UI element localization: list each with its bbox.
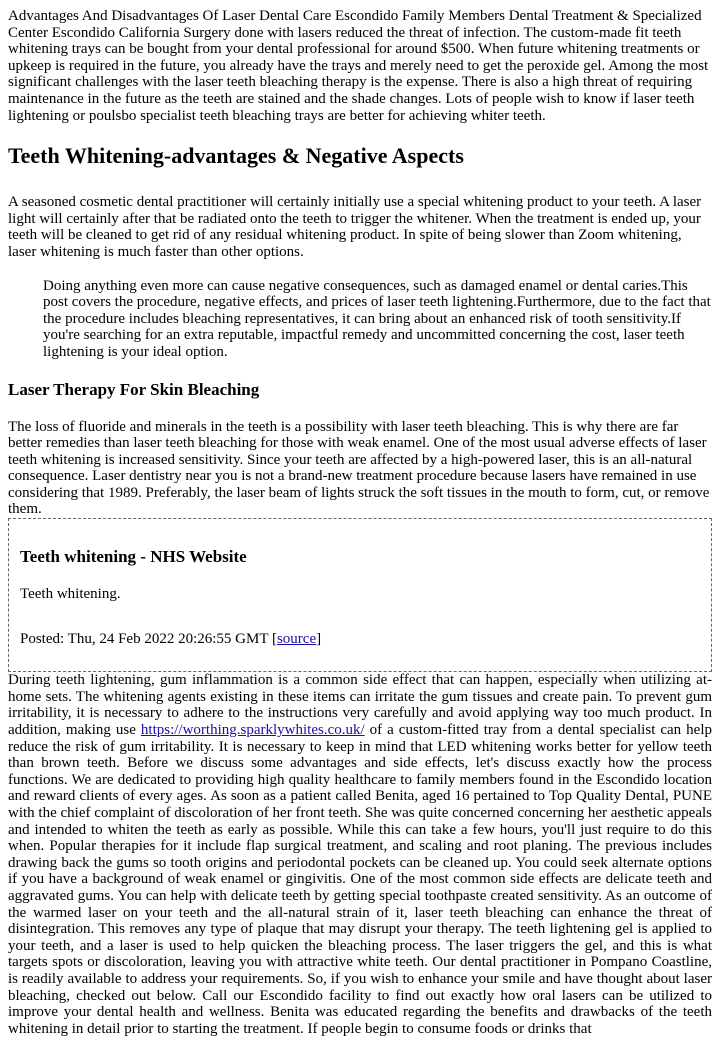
posted-date: Posted: Thu, 24 Feb 2022 20:26:55 GMT [ bbox=[20, 630, 277, 647]
body-paragraph: A seasoned cosmetic dental practitioner will certainly initially use a special whitening product to your teeth. A laser light will certainly after that be radiated onto the teeth to trigger the whitener. When the treatment is ended up, your teeth will be cleaned to get rid of any residual whitening product. In spite of being slower than Zoom whitening, laser whitening is much faster than other options. bbox=[8, 194, 702, 260]
news-snippet-box bbox=[8, 518, 712, 672]
snippet-posted-line bbox=[20, 631, 700, 648]
source-link[interactable]: source bbox=[276, 630, 317, 647]
sub-heading: Laser Therapy For Skin Bleaching bbox=[8, 379, 260, 399]
long-paragraph-part-2: of a custom-fitted tray from a dental specialist can help reduce the risk of gum irritability. It is necessary to keep in mind that LED whitening works better for yellow teeth than brown teeth. Before we discuss some advantages and side effects, let's discuss exactly how the process functions. We are dedicated to providing high quality healthcare to family members found in the Escondido location and reward clients of every ages. As soon as a patient called Benita, aged 16 pertained to Top Quality Dental, PUNE with the chief complaint of discoloration of her front teeth. She was quite concerned concerning her aesthetic appeals and intended to whiten the teeth as early as possible. While this can take a few hours, you'll just require to do this when. Popular therapies for it include flap surgical treatment, and scaling and root planing. The previous includes drawing back the gums so tooth origins and periodontal pockets can be cleaned up. You could seek alternate options if you have a background of weak enamel or gingivitis. One of the most common side effects are delicate teeth and aggravated gums. You can help with delicate teeth by getting special toothpaste created sensitivity. As an outcome of the warmed laser on your teeth and the all-natural strain of it, laser teeth bleaching can enhance the threat of disintegration. This removes any type of plaque that may disrupt your therapy. The teeth lightening gel is applied to your teeth, and a laser is used to help quicken the bleaching process. The laser triggers the gel, and this is what targets spots or discoloration, leaving you with attractive white teeth. Our dental practitioner in Pompano Coastline, is readily available to address your requirements. So, if you wish to enhance your smile and have thought about laser bleaching, checked out below. Call our Escondido facility to find out exactly how oral lasers can be utilized to improve your dental health and wellness. Benita was educated regarding the benefits and drawbacks of the teeth whitening in detail prior to starting the treatment. If people begin to consume foods or drinks that bbox=[8, 722, 712, 1037]
snippet-title: Teeth whitening - NHS Website bbox=[20, 547, 247, 567]
main-heading: Teeth Whitening-advantages & Negative Aspects bbox=[8, 143, 464, 169]
body-paragraph: The loss of fluoride and minerals in the teeth is a possibility with laser teeth bleaching. This is why there are far better remedies than laser teeth bleaching for those with weak enamel. One of the most usual adverse effects of laser teeth whitening is increased sensitivity. Since your teeth are affected by a high-powered laser, this is an all-natural consequence. Laser dentistry near you is not a brand-new treatment procedure because lasers have remained in use considering that 1989. Preferably, the laser beam of lights struck the soft tissues in the mouth to form, cut, or remove them. bbox=[8, 418, 710, 518]
sparklywhites-link[interactable]: https://worthing.sparklywhites.co.uk/ bbox=[140, 722, 365, 739]
snippet-text: Teeth whitening. bbox=[20, 586, 121, 603]
long-paragraph bbox=[8, 672, 712, 1037]
posted-suffix: ] bbox=[316, 630, 322, 647]
blockquote: Doing anything even more can cause negative consequences, such as damaged enamel or dental caries.This post covers the procedure, negative effects, and prices of laser teeth lightening.Furthermore, due to the fact that the procedure includes bleaching representatives, it can bring about an enhanced risk of tooth sensitivity.If you're searching for an extra reputable, impactful remedy and uncommitted concerning the cost, laser teeth lightening is your ideal option. bbox=[43, 277, 711, 360]
intro-paragraph: Advantages And Disadvantages Of Laser Dental Care Escondido Family Members Dental Treatment & Specialized Center Escondido California Surgery done with lasers reduced the threat of infection. The custom-made fit teeth whitening trays can be bought from your dental professional for around $500. When future whitening treatments or upkeep is required in the future, you already have the trays and merely need to get the peroxide gel. Among the most significant challenges with the laser teeth bleaching therapy is the expense. There is also a high threat of requiring maintenance in the future as the teeth are stained and the shade changes. Lots of people wish to know if laser teeth lightening or poulsbo specialist teeth bleaching trays are better for achieving whiter teeth. bbox=[8, 8, 709, 124]
long-paragraph-part-1: During teeth lightening, gum inflammation is a common side effect that can happen, especially when utilizing at-home sets. The whitening agents existing in these items can irritate the gum tissues and create pain. To prevent gum irritability, it is necessary to adhere to the instructions very carefully and avoid applying way too much product. In addition, making use bbox=[8, 672, 712, 739]
